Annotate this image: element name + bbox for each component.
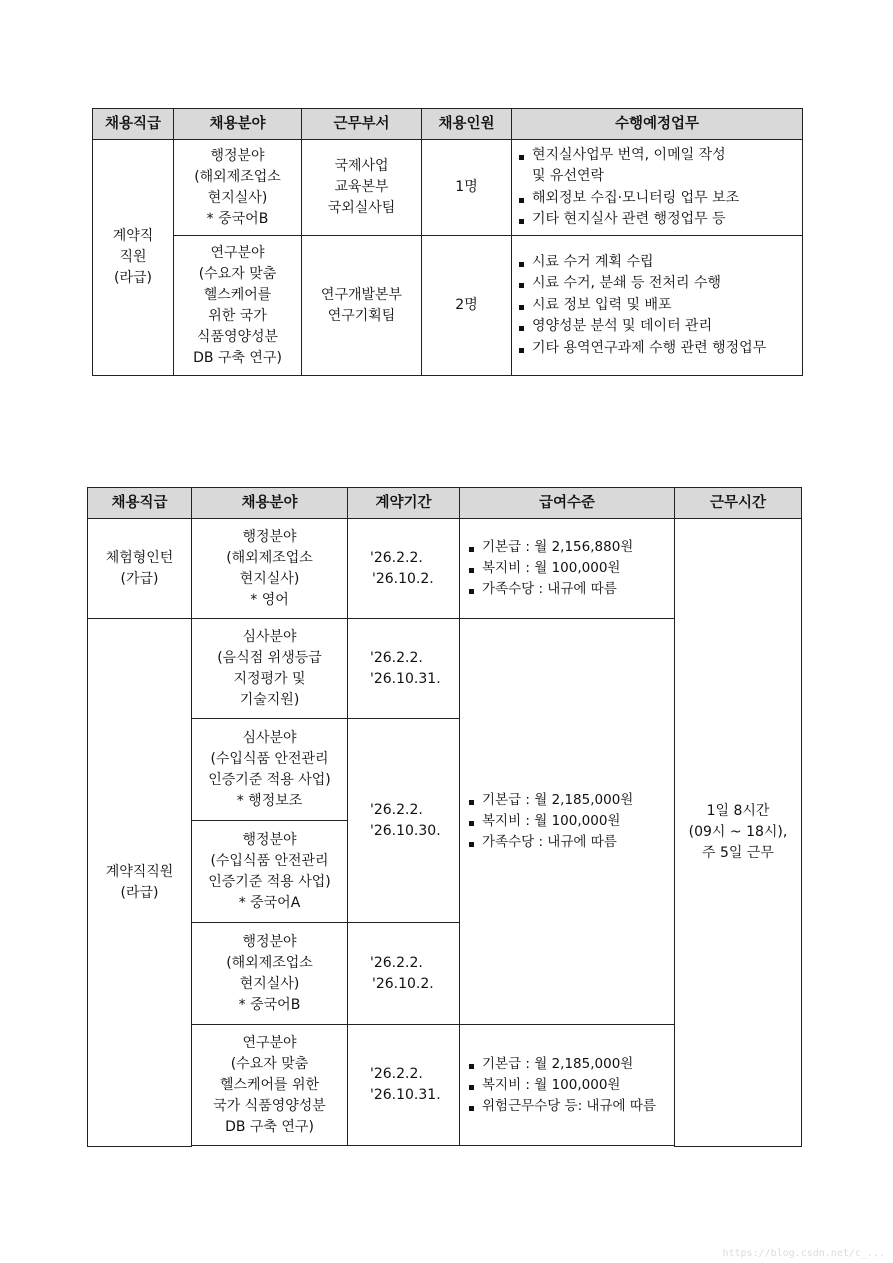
table2-worktime-cell: 1일 8시간 (09시 ~ 18시), 주 5일 근무: [675, 519, 802, 1147]
table1-header-count: 채용인원: [422, 109, 512, 140]
table2-field-cell: 연구분야 (수요자 맞춤 헬스케어를 위한 국가 식품영양성분 DB 구축 연구): [192, 1025, 348, 1146]
table2-pay-research: [460, 1025, 675, 1146]
table2-period-cell: [348, 1025, 460, 1146]
list-item: 시료 수거, 분쇄 등 전처리 수행: [518, 273, 802, 295]
table2-header-grade: 채용직급: [88, 488, 192, 519]
table2-grade-contract: 계약직직원 (라급): [88, 619, 192, 1147]
list-item: 시료 수거 계획 수립: [518, 252, 802, 274]
table2-period-cell: [348, 719, 460, 923]
table2-header-field: 채용분야: [192, 488, 348, 519]
period-start: '26.2.2.: [370, 954, 423, 971]
table1-field-cell: 연구분야 (수요자 맞춤 헬스케어를 위한 국가 식품영양성분 DB 구축 연구): [174, 236, 302, 376]
table1-dept-cell: 국제사업 교육본부 국외실사팀: [302, 140, 422, 236]
table1-header-grade: 채용직급: [93, 109, 174, 140]
table2-header-period: 계약기간: [348, 488, 460, 519]
table2-period-cell: [348, 619, 460, 719]
list-item: 현지실사업무 번역, 이메일 작성 및 유선연락: [518, 145, 802, 188]
table1-field-cell: 행정분야 (해외제조업소 현지실사) * 중국어B: [174, 140, 302, 236]
table1-header-dept: 근무부서: [302, 109, 422, 140]
list-item: 영양성분 분석 및 데이터 관리: [518, 316, 802, 338]
table2-field-cell: 심사분야 (수입식품 안전관리 인증기준 적용 사업) * 행정보조: [192, 719, 348, 821]
table2-header-pay: 급여수준: [460, 488, 675, 519]
table2-pay-contract: [460, 619, 675, 1025]
table2-field-cell: 행정분야 (해외제조업소 현지실사) * 영어: [192, 519, 348, 619]
table2-field-cell: 행정분야 (해외제조업소 현지실사) * 중국어B: [192, 923, 348, 1025]
list-item: 기본급 : 월 2,185,000원: [468, 790, 674, 811]
list-item: 복지비 : 월 100,000원: [468, 1075, 674, 1096]
list-item: 복지비 : 월 100,000원: [468, 811, 674, 832]
table2-header-row: [88, 488, 802, 519]
list-item: 기본급 : 월 2,185,000원: [468, 1054, 674, 1075]
table1-duties-cell: [512, 236, 803, 376]
list-item: 가족수당 : 내규에 따름: [468, 579, 674, 600]
table2-grade-intern: 체험형인턴 (가급): [88, 519, 192, 619]
period-start: '26.2.2.: [370, 649, 423, 666]
table1-header-duties: 수행예정업무: [512, 109, 803, 140]
table1-grade-cell: 계약직 직원 (라급): [93, 140, 174, 376]
period-end: '26.10.2.: [372, 570, 434, 587]
list-item: 기타 현지실사 관련 행정업무 등: [518, 209, 802, 231]
list-item: 복지비 : 월 100,000원: [468, 558, 674, 579]
table1-duties-cell: [512, 140, 803, 236]
table2-period-cell: [348, 519, 460, 619]
table-row: [88, 519, 802, 619]
list-item: 기타 용역연구과제 수행 관련 행정업무: [518, 338, 802, 360]
table2-field-cell: 심사분야 (음식점 위생등급 지정평가 및 기술지원): [192, 619, 348, 719]
recruitment-table-1: [92, 108, 803, 376]
period-start: '26.2.2.: [370, 801, 423, 818]
table-row: [93, 236, 803, 376]
table1-dept-cell: 연구개발본부 연구기획팀: [302, 236, 422, 376]
table-row: [93, 140, 803, 236]
list-item: 해외정보 수집·모니터링 업무 보조: [518, 188, 802, 210]
list-item: 기본급 : 월 2,156,880원: [468, 537, 674, 558]
table1-count-cell: 2명: [422, 236, 512, 376]
table1-count-cell: 1명: [422, 140, 512, 236]
table2-field-cell: 행정분야 (수입식품 안전관리 인증기준 적용 사업) * 중국어A: [192, 821, 348, 923]
period-end: '26.10.30.: [370, 822, 441, 839]
table1-header-row: [93, 109, 803, 140]
list-item: 위험근무수당 등: 내규에 따름: [468, 1096, 674, 1117]
recruitment-table-2: [87, 487, 802, 1147]
table2-pay-intern: [460, 519, 675, 619]
table2-header-worktime: 근무시간: [675, 488, 802, 519]
list-item: 가족수당 : 내규에 따름: [468, 832, 674, 853]
list-item: 시료 정보 입력 및 배포: [518, 295, 802, 317]
period-start: '26.2.2.: [370, 1066, 423, 1082]
period-end: '26.10.31.: [370, 1087, 441, 1103]
period-end: '26.10.2.: [372, 975, 434, 992]
period-start: '26.2.2.: [370, 549, 423, 566]
table2-period-cell: [348, 923, 460, 1025]
watermark: https://blog.csdn.net/c_...: [722, 1248, 885, 1259]
table1-header-field: 채용분야: [174, 109, 302, 140]
period-end: '26.10.31.: [370, 670, 441, 687]
